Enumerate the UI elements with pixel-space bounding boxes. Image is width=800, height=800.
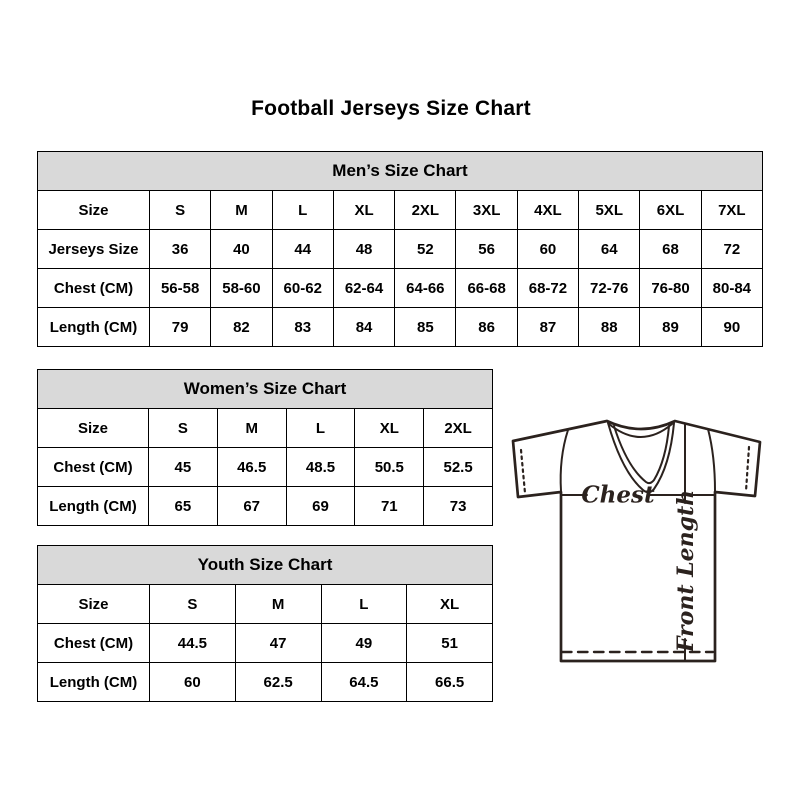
cell-value: 49 [321,624,407,663]
cell-value: 62-64 [333,269,394,308]
cell-value: 52.5 [424,448,493,487]
cell-value: 44.5 [150,624,236,663]
cell-value: 52 [395,230,456,269]
table-section-header: Women’s Size Chart [38,370,493,409]
table-row [38,663,493,702]
cell-value: 69 [286,487,355,526]
youth-size-table [37,545,493,702]
row-label: Chest (CM) [38,269,150,308]
cell-value: 64 [579,230,640,269]
chest-label: Chest [581,481,655,509]
cell-value: 48.5 [286,448,355,487]
table-row [38,624,493,663]
cell-value: 88 [579,308,640,347]
column-header: L [286,409,355,448]
column-header: S [150,191,211,230]
table-row [38,448,493,487]
womens-size-table [37,369,493,526]
cell-value: 40 [211,230,272,269]
column-header: XL [355,409,424,448]
table-section-header: Men’s Size Chart [38,152,763,191]
cell-value: 56-58 [150,269,211,308]
cell-value: 90 [701,308,762,347]
table-title-row [38,370,493,409]
column-header: 6XL [640,191,701,230]
cell-value: 65 [149,487,218,526]
cell-value: 51 [407,624,493,663]
cell-value: 86 [456,308,517,347]
row-label: Length (CM) [38,487,149,526]
column-header: 2XL [424,409,493,448]
cell-value: 50.5 [355,448,424,487]
jersey-right-seam [708,429,715,491]
cell-value: 68-72 [517,269,578,308]
cell-value: 60 [517,230,578,269]
table-section-header: Youth Size Chart [38,546,493,585]
cell-value: 82 [211,308,272,347]
jersey-measurement-diagram [504,411,772,669]
jersey-left-seam [561,430,568,491]
cell-value: 66.5 [407,663,493,702]
table-title-row [38,152,763,191]
row-label: Chest (CM) [38,448,149,487]
jersey-left-cuff-stitch [521,450,525,493]
cell-value: 73 [424,487,493,526]
cell-value: 64.5 [321,663,407,702]
column-header: M [211,191,272,230]
column-header: 2XL [395,191,456,230]
cell-value: 76-80 [640,269,701,308]
jersey-outline [513,421,760,661]
cell-value: 64-66 [395,269,456,308]
cell-value: 44 [272,230,333,269]
cell-value: 47 [235,624,321,663]
cell-value: 48 [333,230,394,269]
table-header-row [38,585,493,624]
cell-value: 68 [640,230,701,269]
row-label: Jerseys Size [38,230,150,269]
cell-value: 85 [395,308,456,347]
cell-value: 89 [640,308,701,347]
column-header: 3XL [456,191,517,230]
table-header-row [38,409,493,448]
table-row [38,487,493,526]
cell-value: 66-68 [456,269,517,308]
table-row [38,308,763,347]
cell-value: 87 [517,308,578,347]
row-label: Size [38,585,150,624]
row-label: Size [38,191,150,230]
table-row [38,269,763,308]
column-header: XL [407,585,493,624]
column-header: 5XL [579,191,640,230]
column-header: M [235,585,321,624]
cell-value: 60 [150,663,236,702]
column-header: L [272,191,333,230]
cell-value: 84 [333,308,394,347]
jersey-right-cuff-stitch [746,447,749,491]
column-header: 4XL [517,191,578,230]
cell-value: 36 [150,230,211,269]
row-label: Chest (CM) [38,624,150,663]
cell-value: 72 [701,230,762,269]
jersey-collar-v-inner [614,426,669,483]
table-row [38,230,763,269]
mens-size-table [37,151,763,347]
cell-value: 62.5 [235,663,321,702]
cell-value: 45 [149,448,218,487]
cell-value: 56 [456,230,517,269]
cell-value: 67 [217,487,286,526]
cell-value: 83 [272,308,333,347]
cell-value: 46.5 [217,448,286,487]
cell-value: 72-76 [579,269,640,308]
column-header: L [321,585,407,624]
column-header: XL [333,191,394,230]
row-label: Size [38,409,149,448]
table-header-row [38,191,763,230]
cell-value: 71 [355,487,424,526]
front-length-label: Front Length [673,489,699,653]
page-title: Football Jerseys Size Chart [251,97,531,120]
column-header: S [149,409,218,448]
cell-value: 60-62 [272,269,333,308]
table-title-row [38,546,493,585]
cell-value: 79 [150,308,211,347]
column-header: 7XL [701,191,762,230]
column-header: M [217,409,286,448]
row-label: Length (CM) [38,308,150,347]
column-header: S [150,585,236,624]
cell-value: 58-60 [211,269,272,308]
cell-value: 80-84 [701,269,762,308]
row-label: Length (CM) [38,663,150,702]
